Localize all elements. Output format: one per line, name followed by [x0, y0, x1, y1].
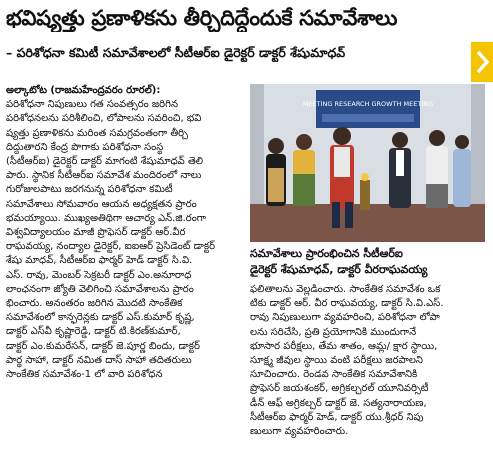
body-line: డాక్టర్ ఎం.కుమరేసన్, డాక్టర్ జె.పూర్ణ బిందు, డాక్టర్ [6, 340, 200, 352]
body-line: (సీటీఆర్ఐ) డైరెక్టర్ డాక్టర్ మాగంటి శేషుమాధవ్ తెలి [6, 156, 204, 168]
body-line: లాంఛనంగా జ్యోతి వెలిగించి సమావేశాలను ప్రారం [6, 283, 194, 295]
body-line: పరిశోధనా నిపుణులు గత సంవత్సరం జరిగిన [6, 99, 178, 111]
photo-caption [250, 246, 486, 278]
conference-banner [316, 90, 420, 128]
body-line: డీన్ ఆఫ్ అగ్రికల్చర్ డాక్టర్ జె. సత్యనారాయణ, [250, 397, 427, 409]
body-line: దిద్దుతారని కేంద్ర పొగాకు పరిశోధనా సంస్థ [6, 141, 164, 153]
body-line: ఎస్. రావు, మెంబర్ సెక్రటరీ డాక్టర్ ఎం.అనూరాధ [6, 269, 192, 281]
event-photo-illustration [250, 84, 485, 242]
banner-text: MEETING RESEARCH GROWTH MEETING [302, 100, 434, 108]
body-line: శేషు మాధవ్, సీటీఆర్ఐ ఫార్మర్ హెడ్ డాక్టర్ సి.వి. [6, 255, 193, 267]
body-line: సాంకేతిక సమావేశం-1 లో వారి పరిశోధన [6, 369, 163, 381]
body-line: సూక్ష్మ జీవుల స్థాయి వంటి పరీక్షలు జరపాలని [250, 355, 423, 367]
body-line: రావు నిపుణులుగా వ్యవహరించి, పరిశోధనా లోపా [250, 312, 440, 324]
body-line: విశ్వవిద్యాలయం మాజీ ప్రొఫెసర్ డాక్టర్ ఆర్.వీర [6, 227, 186, 239]
body-line: ష్యత్తు ప్రణాళికను మరింత సమగ్రవంతంగా తీర్చి [6, 127, 188, 139]
body-line: లను సరిచేసి, ప్రతి ప్రయోగానికి ముందుగానే [250, 326, 417, 338]
body-line: భూసార పరీక్షలు, తేమ శాతం, ఆమ్ల/ క్షార స్థాయి, [250, 340, 438, 352]
chevron-right-icon [475, 50, 489, 74]
body-line: డాక్టర్ ఎస్‌వీ కృష్ణారెడ్డి, డాక్టర్ టి.కిరణ్‌కుమార్, [6, 326, 181, 338]
article-right-column [250, 283, 486, 439]
body-line: భించారు. అనంతరం జరిగిన మొదటి సాంకేతిక [6, 298, 183, 310]
caption-line: సమావేశాలు ప్రారంభించిన సీటీఆర్‌ఐ [250, 247, 403, 260]
article-left-column [6, 84, 238, 382]
body-line: పారు. స్థానిక సీటీఆర్ఐ సమావేశ మందిరంలో నాలు [6, 170, 202, 182]
next-page-button[interactable] [471, 42, 493, 82]
body-line: ప్రొఫెసర్ జయశంకర్, అగ్రికల్చరల్ యూనివర్సిటీ [250, 383, 429, 395]
subheadline: – పరిశోధనా కమిటీ సమావేశాలలో సీటీఆర్‌ఐ డైరెక్టర్ డాక్టర్ శేషుమాధవ్ [6, 45, 346, 60]
body-line: ఫలితాలను వెల్లడించారు. సాంకేతిక సమావేశం ఒక [250, 284, 441, 295]
event-photo [250, 84, 485, 242]
body-line: సమావేశంలో కాన్ఫరెన్లకు డాక్టర్ ఎస్.కుమార్ కృష్ణ, [6, 312, 195, 324]
body-line: పార్థ సాహా, డాక్టర్ నమిత దాస్ సాహా తదితరులు [6, 354, 192, 366]
headline: భవిష్యత్తు ప్రణాళికను తీర్చిదిద్దేందుకే సమావేశాలు [6, 6, 398, 30]
body-line: గురోజులపాటు జరగనున్న పరిశోధనా కమిటీ [6, 184, 173, 196]
body-line: సూచించారు. రెండవ సాంకేతిక సమావేశానికి [250, 369, 418, 381]
body-line: రాఘవయ్య, నంద్యాల డైరెక్టర్, ఐఐఆర్ ప్రెసిడెంట్ డాక్టర్ [6, 241, 216, 253]
dateline: అల్కాటోట (రాజమహేంద్రవరం రూరల్): [6, 85, 161, 96]
body-line: భమయ్యాయి. ముఖ్యఅతిథిగా ఆచార్య ఎన్.జి.రంగా [6, 212, 206, 224]
caption-line: డైరెక్టర్ శేషుమాధవ్, డాక్టర్ వీరరాఘవయ్య [250, 263, 428, 276]
body-line: టికు డాక్టర్ ఆర్. వీర రాఘవయ్య, డాక్టర్ సి.వి.ఎస్. [250, 298, 444, 310]
body-line: పరిశోధనలను పరిశీలించి, లోపాలను సవరించి, భవి [6, 113, 202, 125]
body-line: ణులుగా వ్యవహరించారు. [250, 426, 349, 438]
body-line: సీటీఆర్ఐ ఫార్మర్ హెడ్, డాక్టర్ యు.శ్రీధర్ నిపు [250, 411, 424, 423]
body-line: సమావేశాలు సోమవారం ఆయన అధ్యక్షతన ప్రారం [6, 198, 197, 210]
